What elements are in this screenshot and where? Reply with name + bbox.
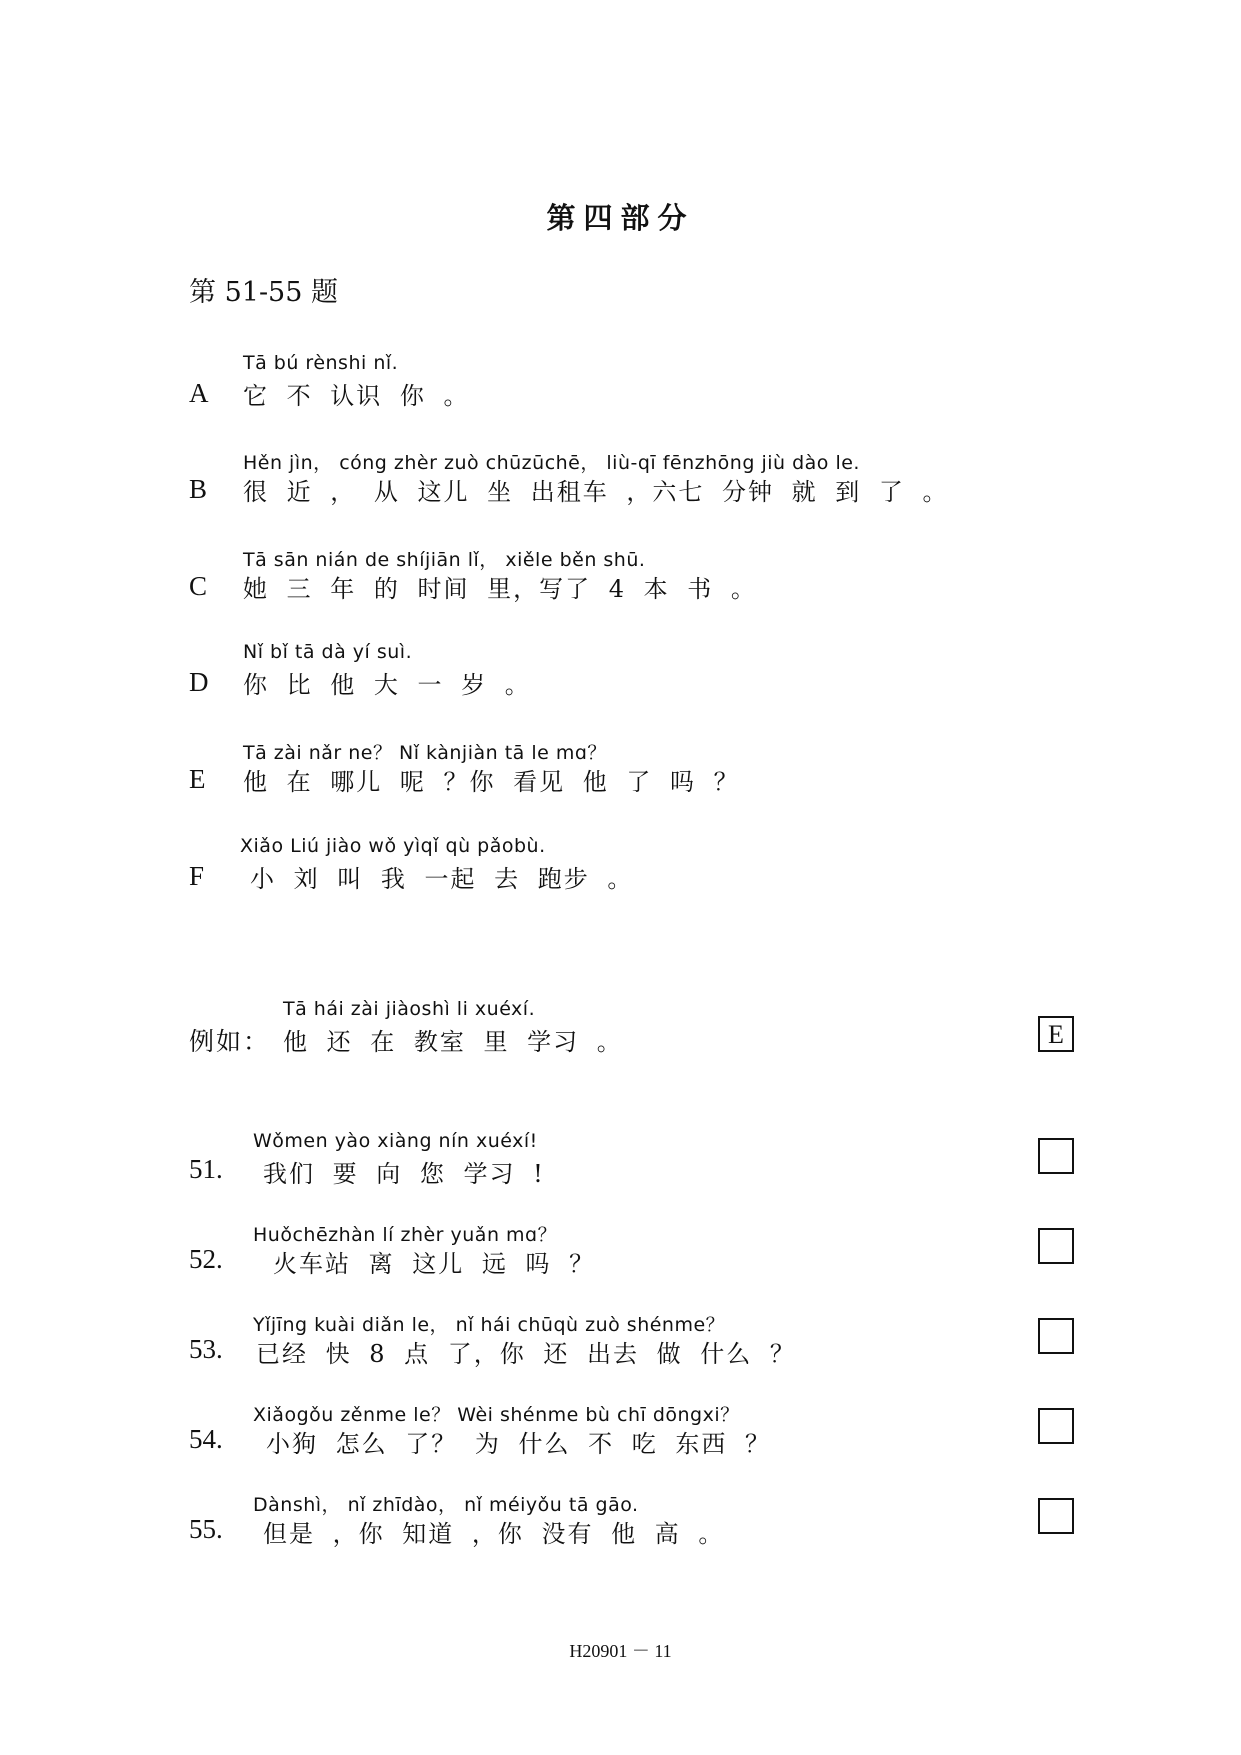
- question-54-pinyin: Xiǎogǒu zěnme le？ Wèi shénme bù chī dōngxi？: [253, 1404, 740, 1426]
- question-55-number: 55.: [189, 1514, 223, 1544]
- question-52-pinyin: Huǒchēzhàn lí zhèr yuǎn mɑ？: [253, 1224, 558, 1246]
- section-title: 第四部分: [546, 201, 695, 235]
- question-51-answer-box[interactable]: [1038, 1138, 1074, 1174]
- question-52-answer-box[interactable]: [1038, 1228, 1074, 1264]
- question-53-text: 已经 快 8 点 了，你 还 出去 做 什么 ？: [256, 1340, 796, 1368]
- question-51-number: 51.: [189, 1154, 223, 1184]
- question-52-text: 火车站 离 这儿 远 吗 ？: [273, 1250, 596, 1278]
- example-label: 例如：: [189, 1027, 271, 1056]
- option-d-letter: D: [189, 667, 209, 697]
- option-f-letter: F: [189, 861, 205, 891]
- option-a-text: 它 不 认识 你 。: [243, 382, 470, 410]
- option-d-pinyin: Nǐ bǐ tā dà yí suì.: [243, 641, 413, 663]
- option-e-letter: E: [189, 764, 206, 794]
- question-55-answer-box[interactable]: [1038, 1498, 1074, 1534]
- option-a-letter: A: [189, 378, 209, 408]
- option-c-pinyin: Tā sān nián de shíjiān lǐ， xiěle běn shū.: [243, 549, 646, 571]
- page-footer: H20901 － 11: [569, 1641, 672, 1661]
- question-54-number: 54.: [189, 1424, 223, 1454]
- question-55-text: 但是 ，你 知道 ，你 没有 他 高 。: [263, 1520, 725, 1548]
- option-c-letter: C: [189, 571, 208, 601]
- option-d-text: 你 比 他 大 一 岁 。: [243, 671, 531, 699]
- example-pinyin: Tā hái zài jiàoshì li xuéxí.: [283, 998, 536, 1020]
- question-55-pinyin: Dànshì， nǐ zhīdào， nǐ méiyǒu tā gāo.: [253, 1494, 639, 1516]
- option-a-pinyin: Tā bú rènshi nǐ.: [243, 352, 399, 374]
- option-b-pinyin: Hěn jìn， cóng zhèr zuò chūzūchē， liù-qī fēnzhōng jiù dào le.: [243, 452, 860, 474]
- question-53-pinyin: Yǐjīng kuài diǎn le， nǐ hái chūqù zuò shénme？: [253, 1314, 726, 1336]
- option-c-text: 她 三 年 的 时间 里，写了 4 本 书 。: [243, 575, 757, 603]
- option-f-pinyin: Xiǎo Liú jiào wǒ yìqǐ qù pǎobù.: [240, 835, 546, 857]
- option-e-pinyin: Tā zài nǎr ne？ Nǐ kànjiàn tā le mɑ？: [243, 742, 607, 764]
- example-answer-box: E: [1038, 1016, 1074, 1052]
- question-51-pinyin: Wǒmen yào xiàng nín xuéxí!: [253, 1130, 538, 1152]
- question-51-text: 我们 要 向 您 学习 !: [263, 1160, 545, 1188]
- question-53-number: 53.: [189, 1334, 223, 1364]
- option-b-letter: B: [189, 474, 208, 504]
- question-54-answer-box[interactable]: [1038, 1408, 1074, 1444]
- question-53-answer-box[interactable]: [1038, 1318, 1074, 1354]
- question-54-text: 小狗 怎么 了？ 为 什么 不 吃 东西 ？: [266, 1430, 772, 1458]
- option-f-text: 小 刘 叫 我 一起 去 跑步 。: [250, 865, 634, 893]
- question-52-number: 52.: [189, 1244, 223, 1274]
- option-e-text: 他 在 哪儿 呢 ？你 看见 他 了 吗 ？: [243, 768, 740, 796]
- question-range: 第 51-55 题: [189, 277, 339, 308]
- example-text: 他 还 在 教室 里 学习 。: [283, 1028, 623, 1056]
- option-b-text: 很 近 ， 从 这儿 坐 出租车 ，六七 分钟 就 到 了 。: [243, 478, 949, 506]
